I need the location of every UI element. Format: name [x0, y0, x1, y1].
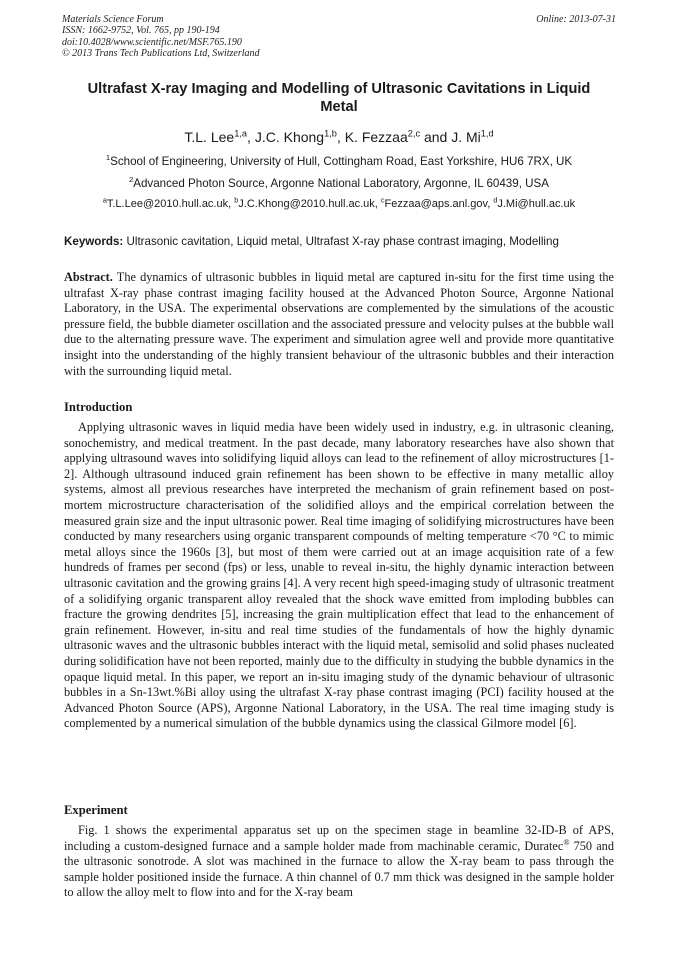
keywords-text: Ultrasonic cavitation, Liquid metal, Ultrafast X-ray phase contrast imaging, Modelling: [123, 235, 559, 248]
author: K. Fezzaa$^{2,c}$ and: [344, 128, 452, 145]
online-date: Online: 2013-07-31: [536, 14, 616, 25]
experiment-heading: Experiment: [64, 803, 128, 817]
experiment-paragraph: Fig. 1 shows the experimental apparatus set up on the specimen stage in beamline 32-ID-B of APS, including a custom-designed furnace and a sample holder made from machinable ceramic, Duratec® 750 and the ultrasonic sonotrode. A slot was machined in the furnace to allow the X-ray beam to pass through the sample holder positioned inside the furnace. A thin channel of 0.7 mm thick was designed in the sample holder to allow the alloy melt to flow into and for the X-ray beam: [64, 823, 614, 900]
journal-name: Materials Science Forum: [62, 14, 164, 25]
doi-line: doi:10.4028/www.scientific.net/MSF.765.190: [62, 36, 242, 48]
email-address[interactable]: $^d$J.Mi@hull.ac.uk: [493, 195, 576, 210]
copyright-line: © 2013 Trans Tech Publications Ltd, Switzerland: [62, 48, 260, 60]
abstract-text: The dynamics of ultrasonic bubbles in liquid metal are captured in-situ for the first time using the ultrafast X-ray phase contrast imaging facility housed at the Advanced Photon Source, Argonne National Laboratory, in the USA. The experimental observations are complemented by the simulations of the acoustic pressure field, the bubble diameter oscillation and the associated pressure and velocity pulses at the bubble wall due to the alternating pressure wave. The experiment and simulation agree well and provide more quantitative insight into the understanding of the highly transient behaviour of the ultrasonic bubbles and their interaction with the surrounding liquid metal.: [64, 270, 614, 378]
issn-line: ISSN: 1662-9752, Vol. 765, pp 190-194: [62, 25, 220, 37]
abstract: [64, 270, 614, 379]
email-address[interactable]: $^b$J.C.Khong@2010.hull.ac.uk,: [234, 195, 381, 210]
author: J. Mi$^{1,d}$: [451, 128, 494, 145]
email-address[interactable]: $^c$Fezzaa@aps.anl.gov,: [380, 195, 494, 210]
introduction-paragraph: Applying ultrasonic waves in liquid media have been widely used in industry, e.g. in ultrasonic cleaning, sonochemistry, and medical treatment. In the past decade, many laboratory researches have also shown that applying ultrasound waves into solidifying liquid alloys can lead to the refinement of alloy microstructures [1-2]. Although ultrasound induced grain refinement has been shown to be effective in many metallic alloy systems, almost all previous researches have interpreted the mechanism of grain refinement based on post-mortem microstructure characterisation of the solidified alloys and the empirical correlation between the measured grain size and the input ultrasonic power. Real time imaging of solidifying microstructures have been conducted by many researchers using organic transparent compounds of melting temperature <70 °C to mimic metal alloys since the 1960s [3], but most of them were carried out at an image acquisition rate of a few hundreds of frames per second (fps) or less, unable to reveal in-situ, the highly dynamic interaction between ultrasonic cavitation and the growing grains [4]. A very recent high speed-imaging study of ultrasonic treatment of a solidifying organic transparent alloy revealed that the shock wave emitted from imploding bubbles can fracture the growing dendrites [5], increasing the grain multiplication effect that lead to the enhancement of grain refinement. However, in-situ and real time studies of the fundamentals of how the highly dynamic ultrasonic waves and the ultrasonic bubbles interact with the liquid metal, semisolid and solid phases nucleated during solidification have not been reported, mainly due to the difficulty in studying the bubble dynamics in the opaque liquid metal. In this paper, we report an in-situ imaging study of the dynamic behaviour of ultrasonic bubbles in a Sn-13wt.%Bi alloy using the ultrafast X-ray phase contrast imaging (PCI) facility housed at the Advanced Photon Source (APS), Argonne National Laboratory, in the USA. The real time imaging study is complemented by a numerical simulation of the bubble dynamics using the classical Gilmore model [6].: [64, 420, 614, 731]
email-list: [62, 195, 616, 210]
abstract-label: Abstract.: [64, 270, 113, 284]
keywords-label: Keywords:: [64, 235, 124, 248]
paper-title: Ultrafast X-ray Imaging and Modelling of Ultrasonic Cavitations in Liquid Metal: [87, 81, 591, 115]
journal-header: [62, 14, 260, 60]
keywords: [64, 235, 614, 248]
author-list: [62, 129, 616, 145]
author: T.L. Lee$^{1,a}$,: [184, 128, 255, 145]
affiliation: $^1$School of Engineering, University of Hull, Cottingham Road, East Yorkshire, HU6 7RX, UK: [105, 153, 573, 168]
email-address[interactable]: $^a$T.L.Lee@2010.hull.ac.uk,: [102, 195, 235, 210]
author: J.C. Khong$^{1,b}$,: [254, 128, 345, 145]
introduction-heading: Introduction: [64, 400, 133, 414]
affiliation: $^2$Advanced Photon Source, Argonne National Laboratory, Argonne, IL 60439, USA: [129, 175, 549, 190]
